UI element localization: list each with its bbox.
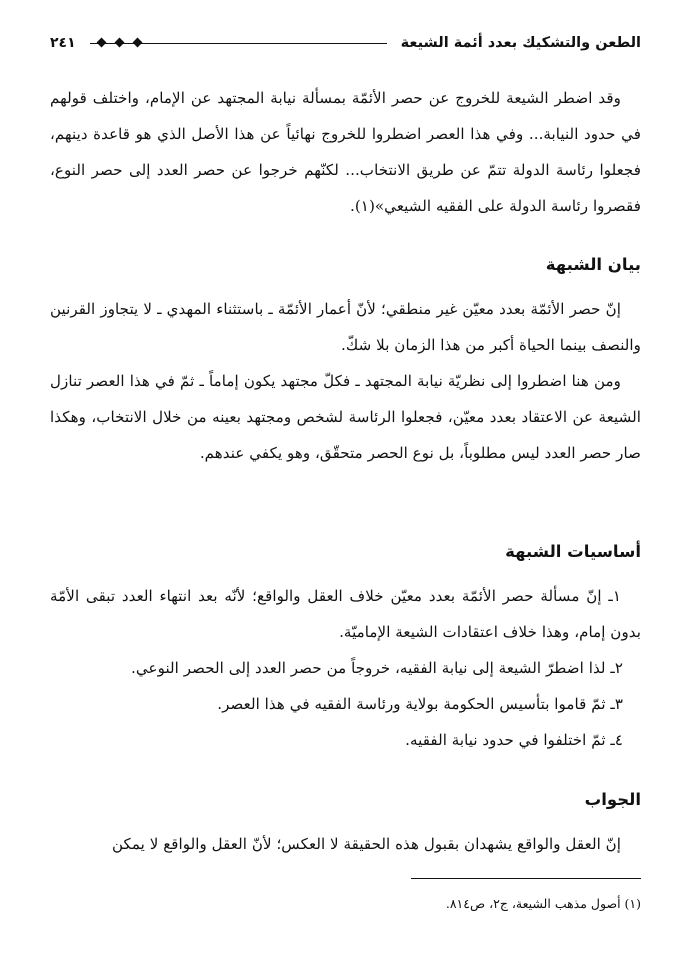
fundamentals-list <box>50 578 641 758</box>
statement-heading: بيان الشبهة <box>545 255 641 274</box>
answer-section <box>50 826 641 862</box>
fundamentals-item-3: ٣ـ ثمّ قاموا بتأسيس الحكومة بولاية ورئاسة الفقيه في هذا العصر. <box>217 695 623 713</box>
footnote-divider <box>411 878 641 879</box>
statement-heading-wrap <box>50 255 641 274</box>
answer-heading-wrap <box>50 790 641 809</box>
answer-heading: الجواب <box>584 790 641 809</box>
fundamentals-item-4: ٤ـ ثمّ اختلفوا في حدود نيابة الفقيه. <box>405 731 623 749</box>
header-ornament-rule <box>90 38 387 48</box>
fundamentals-heading: أساسيات الشبهة <box>505 542 641 561</box>
intro-section <box>50 80 641 224</box>
fundamentals-item-1: ١ـ إنّ مسألة حصر الأئمّة بعدد معيّن خلاف العقل والواقع؛ لأنّه بعد انتهاء العدد تبقى الأمّة بدون إمام، وهذا خلاف اعتقادات الشيعة الإماميّة. <box>50 587 641 641</box>
footnote-text: (١) أصول مذهب الشيعة، ج٢، ص٨١٤. <box>445 896 641 911</box>
header-title: الطعن والتشكيك بعدد أئمة الشيعة <box>400 35 641 51</box>
answer-paragraph: إنّ العقل والواقع يشهدان بقبول هذه الحقيقة لا العكس؛ لأنّ العقل والواقع لا يمكن <box>111 835 621 853</box>
running-header <box>50 28 641 58</box>
intro-paragraph: وقد اضطر الشيعة للخروج عن حصر الأئمّة بمسألة نيابة المجتهد عن الإمام، واختلف قولهم في حدود النيابة... وفي هذا العصر اضطروا للخروج نهائياً عن هذا الأصل الذي هو قاعدة دينهم، فجعلوا رئاسة الدولة تتمّ عن طريق الانتخاب... لكنّهم خرجوا عن حصر العدد إلى حصر النوع، فقصروا رئاسة الدولة على الفقيه الشيعي»(١). <box>50 89 641 215</box>
page-number: ٢٤١ <box>50 35 76 51</box>
fundamentals-item-2: ٢ـ لذا اضطرّ الشيعة إلى نيابة الفقيه، خروجاً من حصر العدد إلى الحصر النوعي. <box>131 659 623 677</box>
statement-section <box>50 291 641 471</box>
statement-paragraph-2: ومن هنا اضطروا إلى نظريّة نيابة المجتهد ـ فكلّ مجتهد يكون إماماً ـ ثمّ في هذا العصر تنازل الشيعة عن الاعتقاد بعدد معيّن، فجعلوا الرئاسة لشخص ومجتهد بعينه من خلال الانتخاب، وهكذا صار حصر العدد ليس مطلوباً، بل نوع الحصر متحقّق، وهو يكفي عندهم. <box>50 372 641 462</box>
fundamentals-heading-wrap <box>50 542 641 561</box>
statement-paragraph-1: إنّ حصر الأئمّة بعدد معيّن غير منطقي؛ لأنّ أعمار الأئمّة ـ باستثناء المهدي ـ لا يتجاوز القرنين والنصف بينما الحياة أكبر من هذا الزمان بلا شكّ. <box>50 300 641 354</box>
